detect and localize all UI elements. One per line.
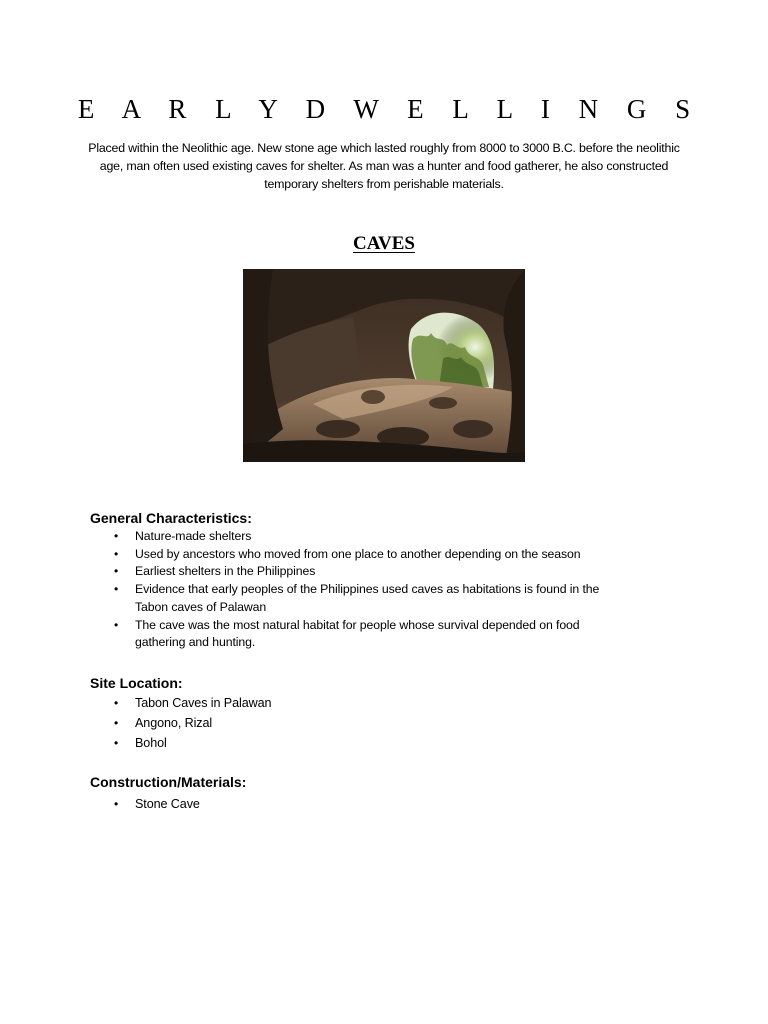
general-characteristics-section [90,509,690,652]
construction-materials-heading: Construction/Materials: [90,774,247,790]
list-item [90,563,690,581]
page-title: E A R L Y D W E L L I N G S [77,94,702,124]
bullet-icon: • [114,582,119,597]
site-location-heading: Site Location: [90,675,183,691]
list-item [90,617,690,652]
section-title-text: CAVES [353,233,415,254]
site-location-section [90,674,690,753]
construction-materials-list [90,794,690,814]
list-item [90,734,690,754]
section-title-caves [0,232,768,256]
bullet-icon: • [114,696,119,710]
bullet-icon: • [114,617,119,632]
list-item [90,714,690,734]
list-item-text: Evidence that early peoples of the Philippines used caves as habitations is found in the Tabon caves of Palawan [135,582,600,614]
bullet-icon: • [114,797,119,811]
bullet-icon: • [114,529,119,543]
general-characteristics-heading: General Characteristics: [90,510,252,526]
list-item [90,546,690,564]
list-item-text: The cave was the most natural habitat for people whose survival depended on food gathering and hunting. [135,617,580,650]
cave-photo [243,269,525,462]
bullet-icon: • [114,546,119,561]
list-item [90,794,690,814]
list-item-text: Nature-made shelters [135,529,252,543]
bullet-icon: • [114,735,119,750]
list-item-text: Stone Cave [135,797,200,811]
general-characteristics-list [90,528,690,652]
list-item-text: Used by ancestors who moved from one place to another depending on the season [135,546,581,561]
construction-materials-section [90,773,690,814]
list-item-text: Angono, Rizal [135,715,213,730]
site-location-list [90,694,690,753]
list-item-text: Bohol [135,735,167,750]
bullet-icon: • [114,715,119,730]
list-item [90,581,690,616]
intro-paragraph: Placed within the Neolithic age. New stone age which lasted roughly from 8000 to 3000 B.C. before the neolithic age, man often used existing caves for shelter. As man was a hunter and food gatherer, he also constructed temporary shelters from perishable materials. [88,141,680,191]
list-item [90,694,690,714]
list-item-text: Earliest shelters in the Philippines [135,564,316,579]
list-item [90,528,690,546]
list-item-text: Tabon Caves in Palawan [135,696,272,710]
bullet-icon: • [114,564,119,579]
